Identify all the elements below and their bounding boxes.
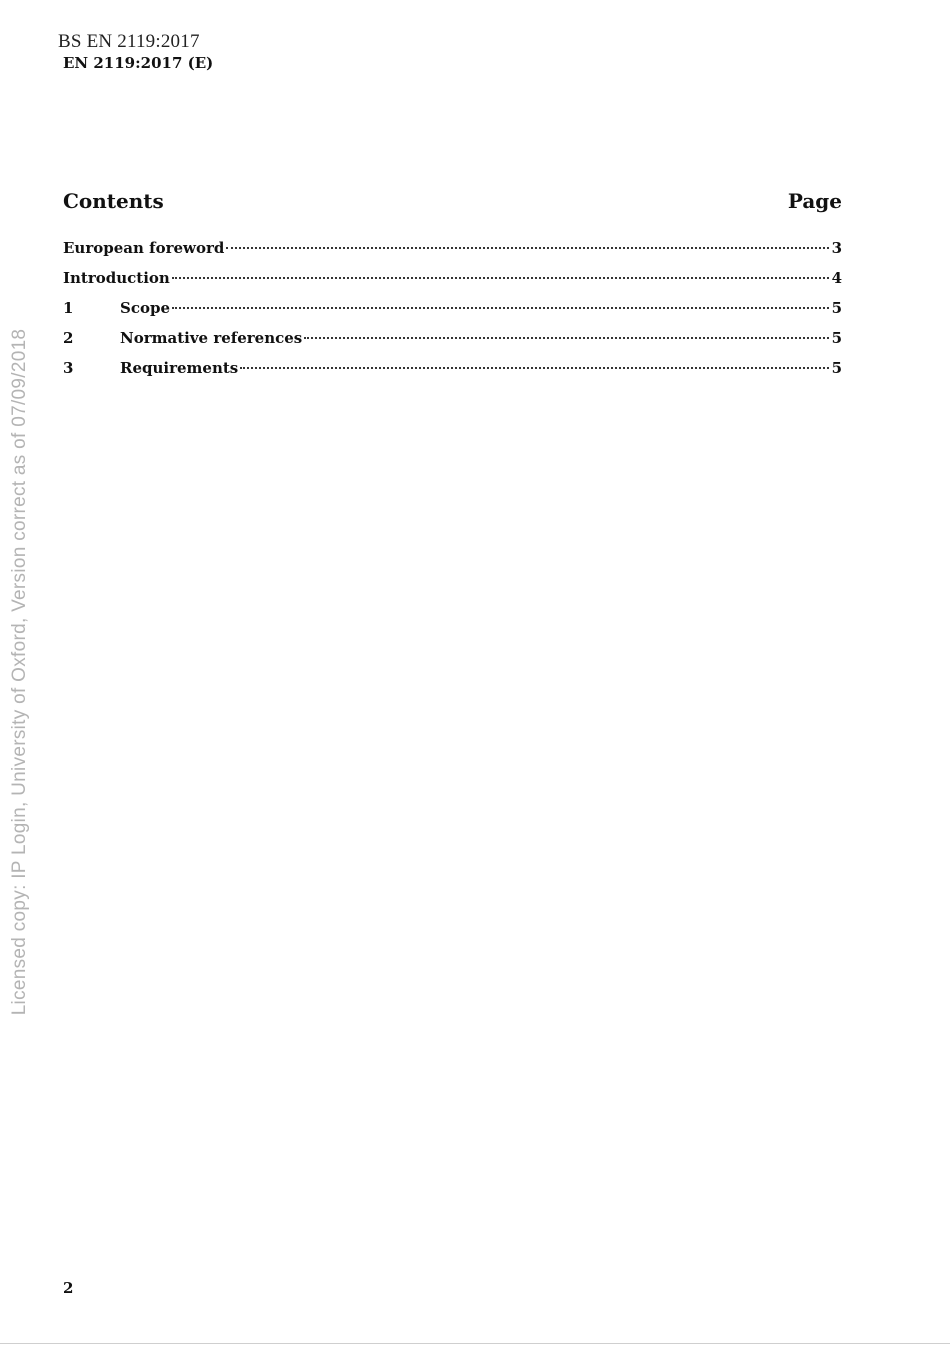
toc-entry-page: 4 — [831, 269, 842, 287]
toc-entry-european-foreword[interactable] — [63, 239, 842, 269]
toc-entry-normative-references[interactable] — [63, 329, 842, 359]
toc-entry-page: 5 — [831, 359, 842, 377]
toc-dot-leader — [172, 277, 829, 279]
toc-entry-title: Normative references — [120, 329, 303, 347]
toc-entry-page: 3 — [831, 239, 842, 257]
page-column-heading: Page — [787, 189, 842, 213]
document-standard-id: BS EN 2119:2017 — [58, 31, 200, 52]
toc-entry-title: European foreword — [63, 239, 225, 257]
toc-entry-page: 5 — [831, 329, 842, 347]
toc-entry-title: Requirements — [120, 359, 239, 377]
toc-entry-introduction[interactable] — [63, 269, 842, 299]
toc-entry-page: 5 — [831, 299, 842, 317]
toc-dot-leader — [240, 367, 828, 369]
toc-dot-leader — [304, 337, 828, 339]
footer-page-number: 2 — [63, 1279, 74, 1297]
toc-entry-number: 1 — [63, 299, 74, 317]
toc-entry-number: 3 — [63, 359, 74, 377]
table-of-contents — [63, 239, 842, 389]
toc-entry-title: Scope — [120, 299, 171, 317]
toc-dot-leader — [172, 307, 829, 309]
license-watermark: Licensed copy: IP Login, University of Oxford, Version correct as of 07/09/2018 — [9, 328, 30, 1016]
toc-entry-scope[interactable] — [63, 299, 842, 329]
toc-dot-leader — [226, 247, 828, 249]
page-edge-divider — [0, 1343, 950, 1344]
contents-heading: Contents — [63, 189, 164, 213]
document-standard-id-language: EN 2119:2017 (E) — [63, 54, 214, 72]
toc-entry-number: 2 — [63, 329, 74, 347]
toc-entry-requirements[interactable] — [63, 359, 842, 389]
toc-entry-title: Introduction — [63, 269, 170, 287]
